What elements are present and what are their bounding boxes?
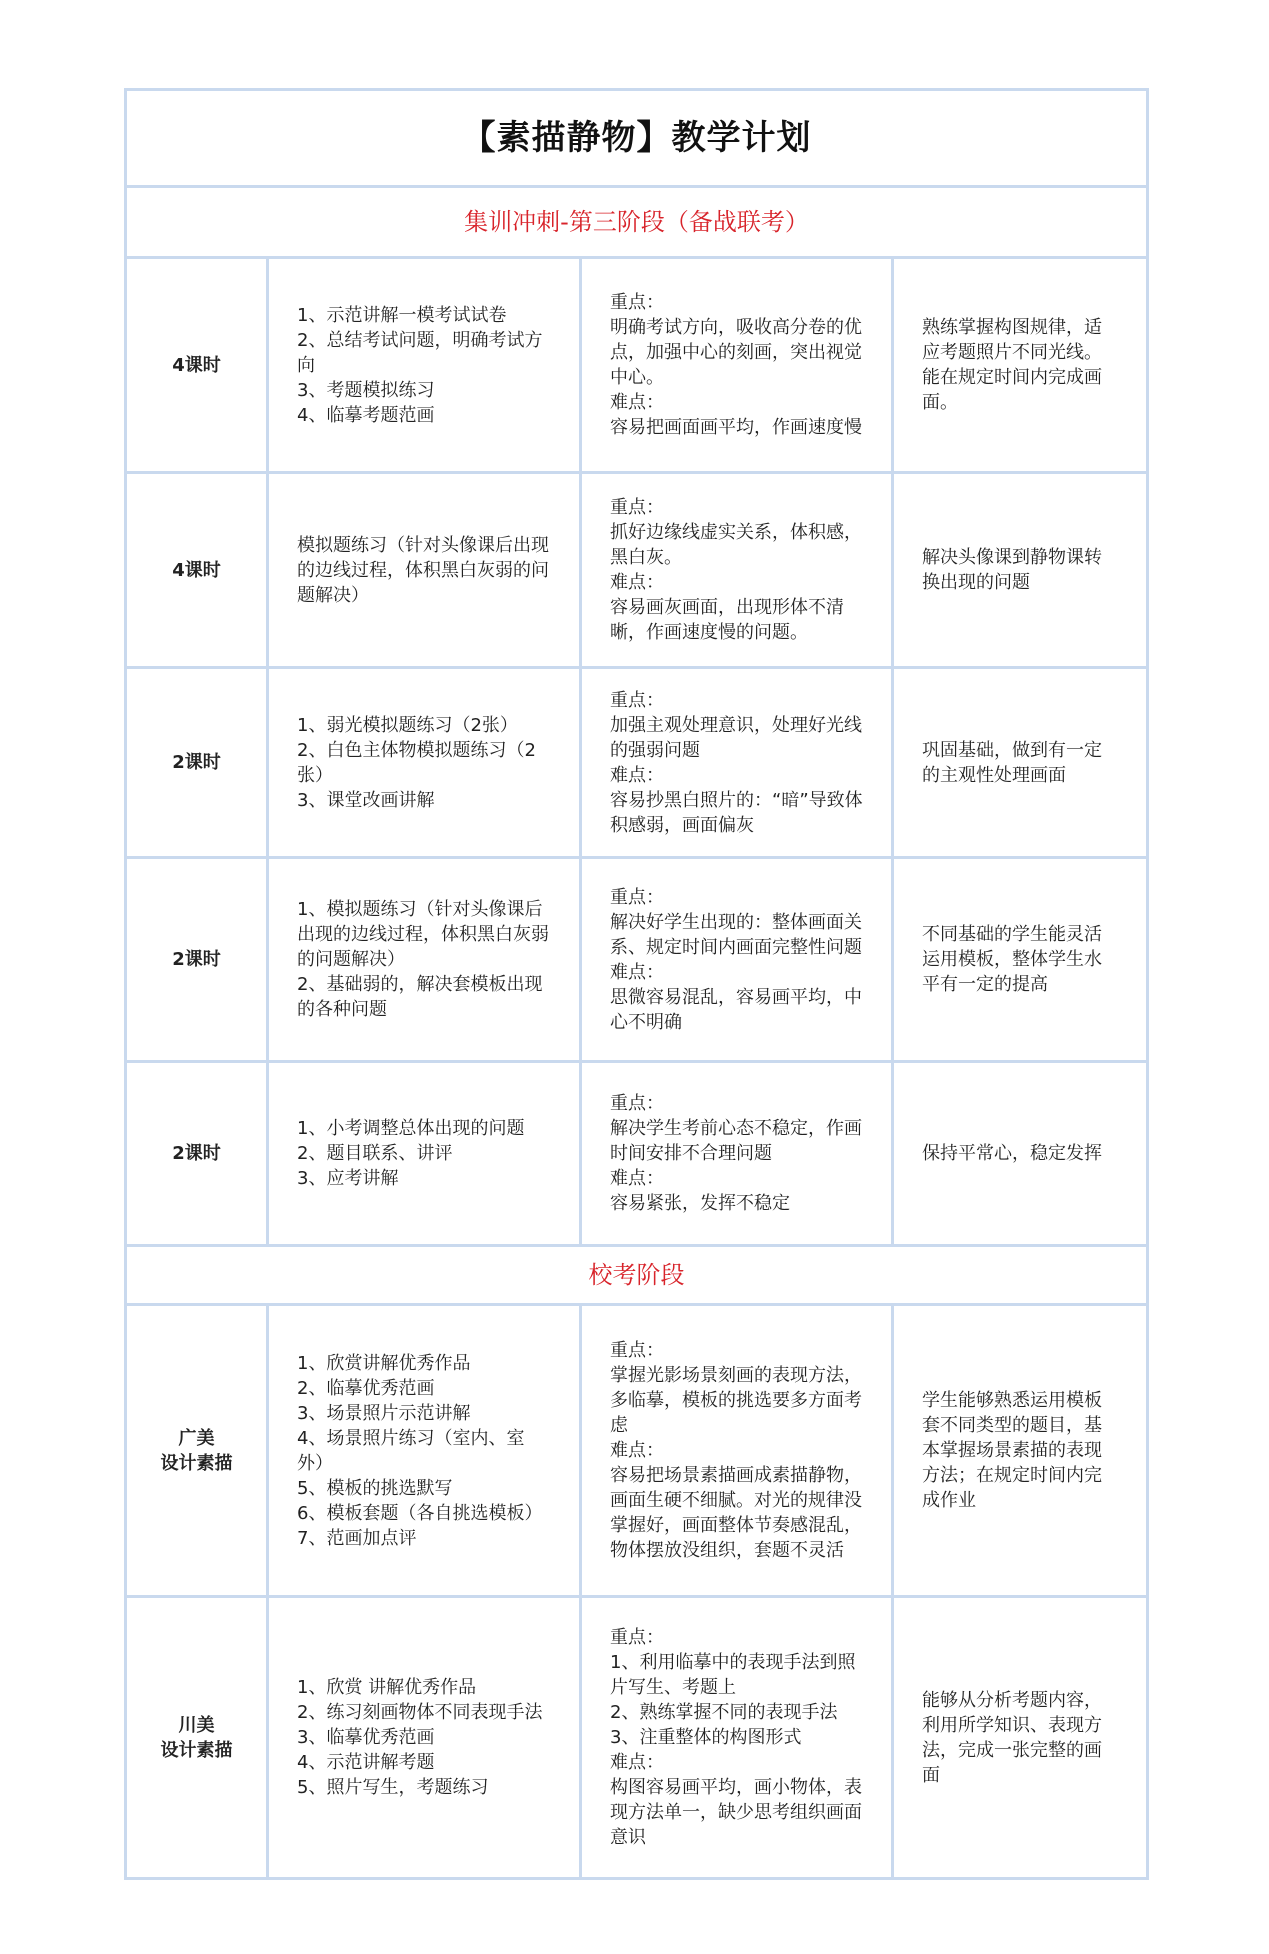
section-heading: 集训冲刺-第三阶段（备战联考） bbox=[126, 187, 1148, 258]
focus-cell: 重点： 明确考试方向，吸收高分卷的优点，加强中心的刻画，突出视觉中心。 难点： 容易把画面画平均，作画速度慢 bbox=[581, 258, 893, 473]
goal-cell: 解决头像课到静物课转换出现的问题 bbox=[893, 473, 1148, 668]
goal-cell: 不同基础的学生能灵活运用模板，整体学生水平有一定的提高 bbox=[893, 858, 1148, 1062]
focus-cell: 重点： 解决好学生出现的：整体画面关系、规定时间内画面完整性问题 难点： 思微容易混乱，容易画平均，中心不明确 bbox=[581, 858, 893, 1062]
content-cell: 模拟题练习（针对头像课后出现的边线过程，体积黑白灰弱的问题解决） bbox=[268, 473, 581, 668]
title-row bbox=[126, 90, 1148, 187]
goal-cell: 熟练掌握构图规律，适应考题照片不同光线。能在规定时间内完成画面。 bbox=[893, 258, 1148, 473]
content-cell: 1、小考调整总体出现的问题 2、题目联系、讲评 3、应考讲解 bbox=[268, 1062, 581, 1246]
hours-cell: 2课时 bbox=[126, 858, 268, 1062]
content-cell: 1、欣赏讲解优秀作品 2、临摹优秀范画 3、场景照片示范讲解 4、场景照片练习（室内、室外） 5、模板的挑选默写 6、模板套题（各自挑选模板） 7、范画加点评 bbox=[268, 1305, 581, 1597]
page-title: 【素描静物】教学计划 bbox=[126, 90, 1148, 187]
goal-cell: 能够从分析考题内容，利用所学知识、表现方法，完成一张完整的画面 bbox=[893, 1597, 1148, 1879]
goal-cell: 巩固基础，做到有一定的主观性处理画面 bbox=[893, 668, 1148, 858]
content-cell: 1、示范讲解一模考试试卷 2、总结考试问题，明确考试方向 3、考题模拟练习 4、临摹考题范画 bbox=[268, 258, 581, 473]
teaching-plan-table bbox=[124, 88, 1149, 1880]
hours-cell: 4课时 bbox=[126, 473, 268, 668]
table-row bbox=[126, 1062, 1148, 1246]
table-row bbox=[126, 668, 1148, 858]
table-row bbox=[126, 858, 1148, 1062]
hours-cell: 4课时 bbox=[126, 258, 268, 473]
content-cell: 1、弱光模拟题练习（2张） 2、白色主体物模拟题练习（2张） 3、课堂改画讲解 bbox=[268, 668, 581, 858]
content-cell: 1、欣赏 讲解优秀作品 2、练习刻画物体不同表现手法 3、临摹优秀范画 4、示范讲解考题 5、照片写生，考题练习 bbox=[268, 1597, 581, 1879]
content-cell: 1、模拟题练习（针对头像课后出现的边线过程，体积黑白灰弱的问题解决） 2、基础弱的，解决套模板出现的各种问题 bbox=[268, 858, 581, 1062]
hours-cell: 2课时 bbox=[126, 1062, 268, 1246]
section-heading-row bbox=[126, 187, 1148, 258]
goal-cell: 保持平常心，稳定发挥 bbox=[893, 1062, 1148, 1246]
hours-cell: 川美 设计素描 bbox=[126, 1597, 268, 1879]
focus-cell: 重点： 抓好边缘线虚实关系，体积感，黑白灰。 难点： 容易画灰画面，出现形体不清晰，作画速度慢的问题。 bbox=[581, 473, 893, 668]
table-row bbox=[126, 1597, 1148, 1879]
focus-cell: 重点： 1、利用临摹中的表现手法到照片写生、考题上 2、熟练掌握不同的表现手法 3、注重整体的构图形式 难点： 构图容易画平均，画小物体，表现方法单一，缺少思考组织画面意识 bbox=[581, 1597, 893, 1879]
hours-cell: 广美 设计素描 bbox=[126, 1305, 268, 1597]
hours-cell: 2课时 bbox=[126, 668, 268, 858]
table-row bbox=[126, 258, 1148, 473]
goal-cell: 学生能够熟悉运用模板套不同类型的题目，基本掌握场景素描的表现方法；在规定时间内完成作业 bbox=[893, 1305, 1148, 1597]
focus-cell: 重点： 解决学生考前心态不稳定，作画时间安排不合理问题 难点： 容易紧张，发挥不稳定 bbox=[581, 1062, 893, 1246]
table-row bbox=[126, 1305, 1148, 1597]
focus-cell: 重点： 加强主观处理意识，处理好光线的强弱问题 难点： 容易抄黑白照片的：“暗”导致体积感弱，画面偏灰 bbox=[581, 668, 893, 858]
focus-cell: 重点： 掌握光影场景刻画的表现方法，多临摹，模板的挑选要多方面考虑 难点： 容易把场景素描画成素描静物，画面生硬不细腻。对光的规律没掌握好，画面整体节奏感混乱，物体摆放没组织，套题不灵活 bbox=[581, 1305, 893, 1597]
section-heading: 校考阶段 bbox=[126, 1246, 1148, 1305]
section-heading-row bbox=[126, 1246, 1148, 1305]
table-row bbox=[126, 473, 1148, 668]
